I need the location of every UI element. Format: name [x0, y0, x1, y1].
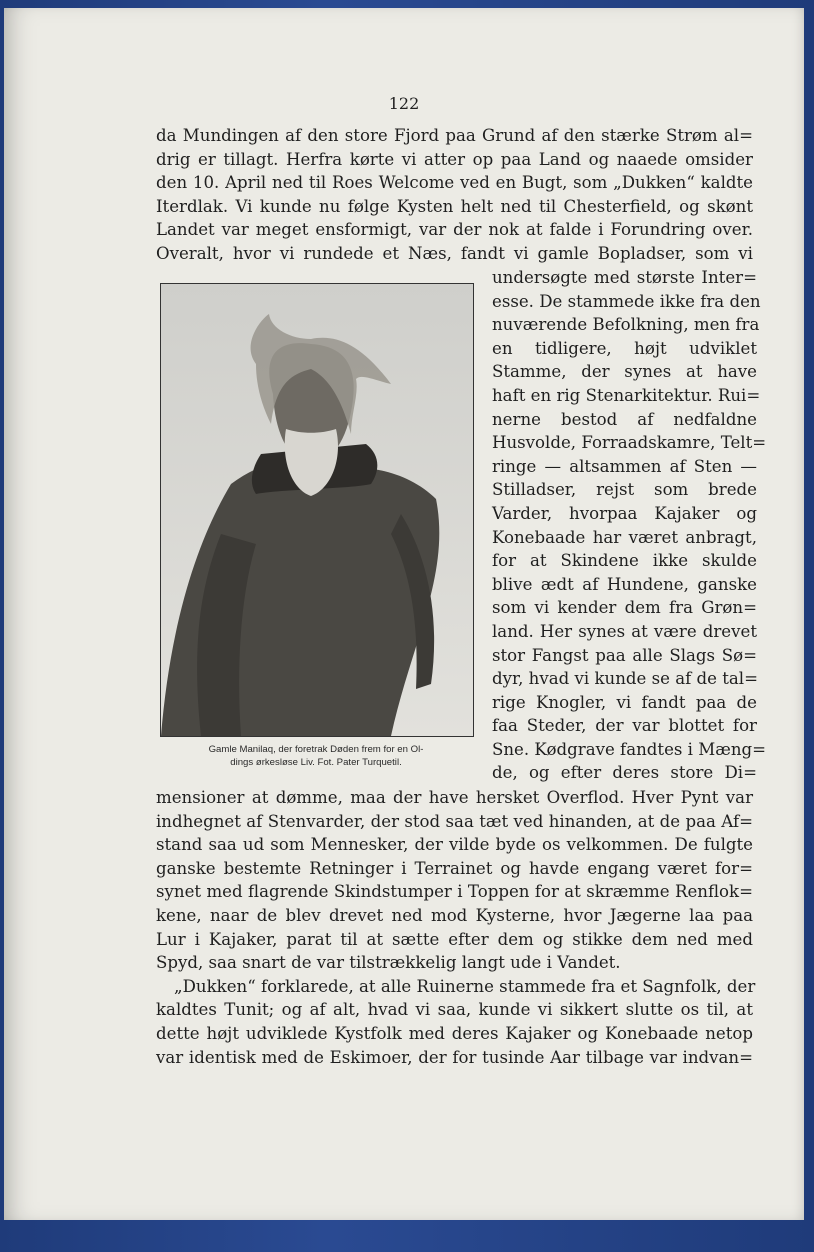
bottom-text-block	[156, 786, 756, 1069]
text-line: den 10. April ned til Roes Welcome ved en Bugt, som „Dukken“ kaldte	[156, 173, 753, 193]
text-line: mensioner at dømme, maa der have hersket Overflod. Hver Pynt var	[156, 788, 753, 807]
text-line: nerne bestod af nedfaldne	[492, 409, 757, 429]
text-line: Sne. Kødgrave fandtes i Mæng=	[492, 739, 767, 759]
text-line: da Mundingen af den store Fjord paa Grund af den stærke Strøm al=	[156, 126, 753, 145]
text-line: Husvolde, Forraadskamre, Telt=	[492, 433, 767, 453]
text-line: var identisk med de Eskimoer, der for tusinde Aar tilbage var indvan=	[156, 1047, 753, 1067]
text-line: rige Knogler, vi fandt paa de	[492, 692, 757, 712]
text-line: for at Skindene ikke skulde	[492, 551, 757, 571]
text-line: land. Her synes at være drevet	[492, 621, 757, 641]
text-line: en tidligere, højt udviklet	[492, 338, 757, 358]
text-line: Stilladser, rejst som brede	[492, 480, 757, 500]
text-line: kene, naar de blev drevet ned mod Kysterne, hvor Jægerne laa paa	[156, 905, 753, 925]
text-line: synet med flagrende Skindstumper i Toppen for at skræmme Renflok=	[156, 882, 753, 902]
text-line: stor Fangst paa alle Slags Sø=	[492, 645, 757, 665]
text-line: dyr, hvad vi kunde se af de tal=	[492, 669, 759, 689]
text-line: Spyd, saa snart de var tilstrækkelig langt ude i Vandet.	[156, 953, 621, 973]
photo-caption	[156, 743, 476, 769]
text-line: esse. De stammede ikke fra den	[492, 291, 761, 311]
portrait-photo	[160, 283, 474, 737]
text-line: ganske bestemte Retninger i Terrainet og havde engang været for=	[156, 858, 753, 878]
page-number: 122	[388, 94, 420, 113]
text-line: Landet var meget ensformigt, var der nok at falde i Forundring over.	[156, 220, 753, 240]
text-line: Iterdlak. Vi kunde nu følge Kysten helt ned til Chesterfield, og skønt	[156, 196, 753, 216]
photo-illustration	[161, 284, 473, 736]
text-line: haft en rig Stenarkitektur. Rui=	[492, 385, 761, 405]
caption-line: dings ørkesløse Liv. Fot. Pater Turquetil.	[230, 757, 402, 768]
text-line: blive ædt af Hundene, ganske	[492, 574, 757, 594]
text-line: de, og efter deres store Di=	[492, 763, 757, 783]
text-line: dette højt udviklede Kystfolk med deres Kajaker og Konebaade netop	[156, 1023, 753, 1043]
text-line: „Dukken“ forklarede, at alle Ruinerne stammede fra et Sagnfolk, der	[174, 976, 756, 996]
text-line: Lur i Kajaker, parat til at sætte efter dem og stikke dem ned med	[156, 929, 753, 949]
right-column-text	[492, 266, 767, 785]
text-line: Stamme, der synes at have	[492, 362, 757, 382]
caption-line: Gamle Manilaq, der foretrak Døden frem for en Ol-	[208, 744, 424, 755]
text-line: Varder, hvorpaa Kajaker og	[492, 503, 757, 523]
top-text-block	[156, 124, 753, 266]
text-line: faa Steder, der var blottet for	[492, 716, 757, 736]
text-line: Overalt, hvor vi rundede et Næs, fandt vi gamle Bopladser, som vi	[156, 243, 753, 263]
text-line: ringe — altsammen af Sten —	[492, 456, 757, 476]
text-line: drig er tillagt. Herfra kørte vi atter op paa Land og naaede omsider	[156, 149, 753, 169]
text-line: indhegnet af Stenvarder, der stod saa tæt ved hinanden, at de paa Af=	[156, 811, 753, 831]
text-line: stand saa ud som Mennesker, der vilde byde os velkommen. De fulgte	[156, 835, 753, 855]
text-line: som vi kender dem fra Grøn=	[492, 598, 757, 618]
text-line: nuværende Befolkning, men fra	[492, 315, 760, 335]
text-line: kaldtes Tunit; og af alt, hvad vi saa, kunde vi sikkert slutte os til, at	[156, 1000, 753, 1020]
text-line: undersøgte med største Inter=	[492, 268, 757, 287]
text-line: Konebaade har været anbragt,	[492, 527, 757, 547]
